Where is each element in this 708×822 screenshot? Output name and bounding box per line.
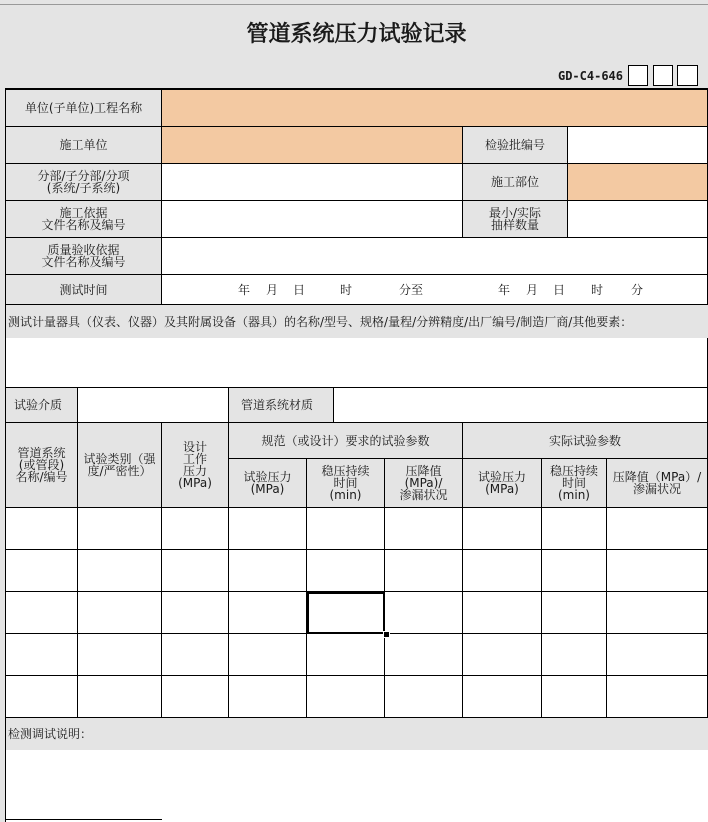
sub-division-label: 分部/子分部/分项 (系统/子系统): [6, 164, 162, 201]
inspection-lot-no-field[interactable]: [568, 127, 708, 164]
table-cell[interactable]: [385, 592, 463, 634]
table-cell[interactable]: [229, 634, 307, 676]
acceptance-basis-field[interactable]: [162, 238, 708, 275]
table-cell[interactable]: [542, 592, 607, 634]
table-cell[interactable]: [78, 634, 162, 676]
checkbox-1[interactable]: [628, 65, 648, 86]
remarks-field[interactable]: [6, 750, 708, 822]
actual-pressure-drop-header: 压降值（MPa）/ 渗漏状况: [607, 459, 708, 508]
test-time-label: 测试时间: [6, 275, 162, 305]
checkbox-2[interactable]: [653, 65, 673, 86]
actual-params-header: 实际试验参数: [463, 423, 708, 459]
table-cell[interactable]: [162, 508, 229, 550]
table-cell[interactable]: [78, 550, 162, 592]
table-cell[interactable]: [162, 550, 229, 592]
sub-division-field[interactable]: [162, 164, 463, 201]
table-cell[interactable]: [6, 634, 78, 676]
table-cell[interactable]: [385, 676, 463, 718]
sample-quantity-label: 最小/实际 抽样数量: [463, 201, 568, 238]
table-cell[interactable]: [229, 508, 307, 550]
table-cell[interactable]: [307, 676, 385, 718]
end-hour-label: 时: [591, 283, 604, 297]
table-cell[interactable]: [6, 676, 78, 718]
start-month-label: 月: [266, 283, 279, 297]
end-minute-label: 分: [631, 283, 644, 297]
table-cell[interactable]: [385, 550, 463, 592]
fill-handle[interactable]: [383, 631, 390, 638]
start-day-label: 日: [293, 283, 306, 297]
start-year-label: 年: [238, 283, 251, 297]
minute-to-label: 分至: [399, 283, 424, 297]
table-cell[interactable]: [463, 676, 542, 718]
table-cell[interactable]: [463, 634, 542, 676]
spec-params-header: 规范（或设计）要求的试验参数: [229, 423, 463, 459]
construction-unit-label: 施工单位: [6, 127, 162, 164]
table-cell[interactable]: [229, 592, 307, 634]
table-cell[interactable]: [607, 676, 708, 718]
construction-basis-label: 施工依据 文件名称及编号: [6, 201, 162, 238]
table-cell[interactable]: [463, 550, 542, 592]
table-cell[interactable]: [607, 592, 708, 634]
instruments-field[interactable]: [6, 338, 708, 388]
table-cell[interactable]: [607, 508, 708, 550]
acceptance-basis-label: 质量验收依据 文件名称及编号: [6, 238, 162, 275]
pipe-material-field[interactable]: [334, 388, 708, 423]
table-cell[interactable]: [607, 550, 708, 592]
table-cell[interactable]: [385, 508, 463, 550]
construction-location-field[interactable]: [568, 164, 708, 201]
inspection-lot-no-label: 检验批编号: [463, 127, 568, 164]
table-cell[interactable]: [6, 550, 78, 592]
construction-location-label: 施工部位: [463, 164, 568, 201]
form-title: 管道系统压力试验记录: [5, 6, 708, 64]
spec-hold-time-header: 稳压持续 时间 (min): [307, 459, 385, 508]
table-cell[interactable]: [162, 634, 229, 676]
table-cell[interactable]: [162, 592, 229, 634]
spec-pressure-header: 试验压力 (MPa): [229, 459, 307, 508]
test-medium-label: 试验介质: [6, 388, 78, 423]
unit-project-name-label: 单位(子单位)工程名称: [6, 90, 162, 127]
table-cell[interactable]: [78, 592, 162, 634]
table-cell[interactable]: [307, 634, 385, 676]
form-code: GD-C4-646: [463, 66, 625, 86]
table-cell[interactable]: [229, 550, 307, 592]
test-type-header: 试验类别（强 度/严密性）: [78, 423, 162, 508]
instruments-label: 测试计量器具（仪表、仪器）及其附属设备（器具）的名称/型号、规格/量程/分辨精度/出厂编号/制造厂商/其他要素：: [6, 306, 708, 338]
remarks-label: 检测调试说明：: [6, 718, 708, 750]
unit-project-name-field[interactable]: [162, 90, 708, 127]
table-cell[interactable]: [162, 676, 229, 718]
table-cell[interactable]: [607, 634, 708, 676]
table-cell[interactable]: [542, 508, 607, 550]
test-medium-field[interactable]: [78, 388, 229, 423]
start-hour-label: 时: [340, 283, 353, 297]
table-cell[interactable]: [6, 592, 78, 634]
table-cell[interactable]: [542, 676, 607, 718]
table-cell[interactable]: [6, 508, 78, 550]
actual-pressure-header: 试验压力 (MPa): [463, 459, 542, 508]
selected-cell[interactable]: [307, 592, 385, 634]
table-cell[interactable]: [307, 550, 385, 592]
end-year-label: 年: [498, 283, 511, 297]
checkbox-3[interactable]: [677, 65, 698, 86]
column-header-strip: [0, 0, 708, 5]
construction-basis-field[interactable]: [162, 201, 463, 238]
table-cell[interactable]: [542, 550, 607, 592]
table-cell[interactable]: [78, 676, 162, 718]
end-day-label: 日: [553, 283, 566, 297]
table-cell[interactable]: [542, 634, 607, 676]
design-pressure-header: 设计 工作 压力 (MPa): [162, 423, 229, 508]
construction-unit-field[interactable]: [162, 127, 463, 164]
table-cell[interactable]: [463, 592, 542, 634]
table-cell[interactable]: [229, 676, 307, 718]
pipe-system-header: 管道系统 (或管段) 名称/编号: [6, 423, 78, 508]
end-month-label: 月: [526, 283, 539, 297]
table-cell[interactable]: [307, 508, 385, 550]
sample-quantity-field[interactable]: [568, 201, 708, 238]
actual-hold-time-header: 稳压持续 时间 (min): [542, 459, 607, 508]
table-cell[interactable]: [385, 634, 463, 676]
pipe-material-label: 管道系统材质: [229, 388, 334, 423]
table-cell[interactable]: [463, 508, 542, 550]
table-cell[interactable]: [78, 508, 162, 550]
spec-pressure-drop-header: 压降值 (MPa)/ 渗漏状况: [385, 459, 463, 508]
remarks-bottom-rule: [5, 819, 162, 820]
